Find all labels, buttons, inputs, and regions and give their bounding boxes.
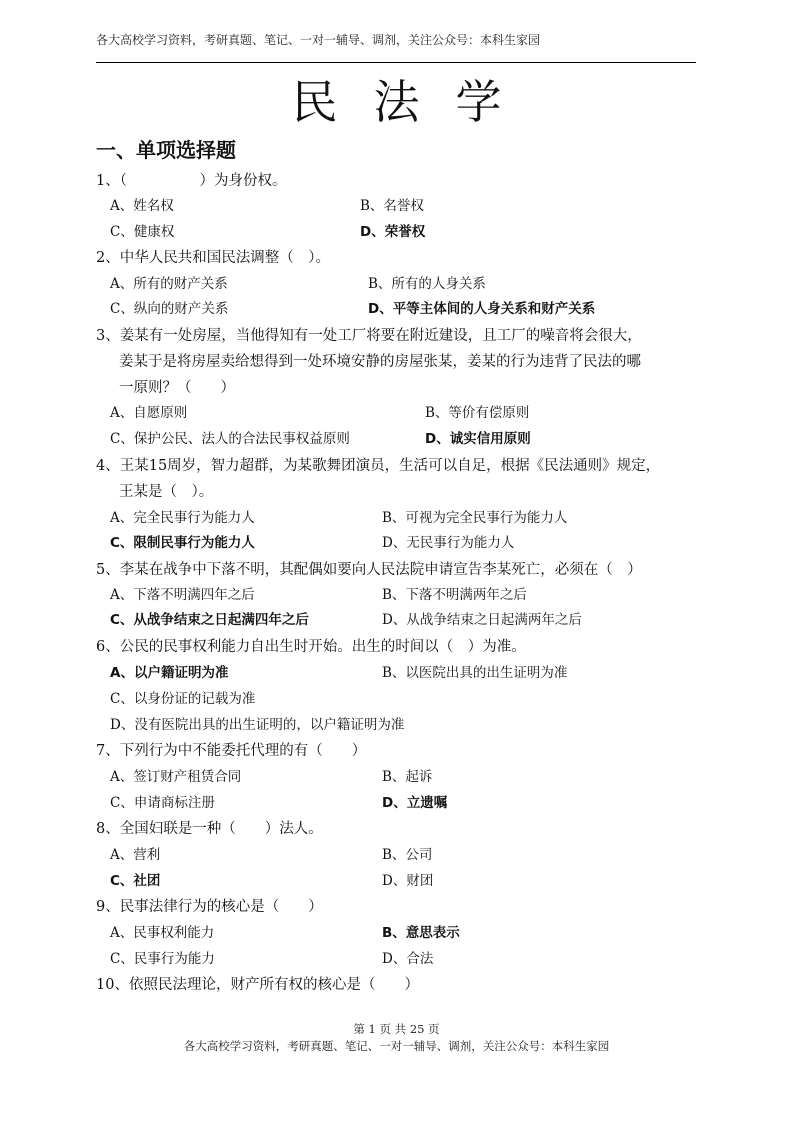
page-number: 第 1 页 共 25 页 bbox=[353, 1022, 440, 1036]
answer-option: C、民事行为能力 bbox=[110, 951, 215, 967]
question-text: 8、全国妇联是一种（ ）法人。 bbox=[96, 821, 323, 837]
answer-option: D、没有医院出具的出生证明的，以户籍证明为准 bbox=[110, 717, 405, 733]
footer-note: 各大高校学习资料，考研真题、笔记、一对一辅导、调剂，关注公众号：本科生家园 bbox=[183, 1039, 610, 1053]
answer-option: D、无民事行为能力人 bbox=[382, 535, 515, 551]
answer-option-correct: C、社团 bbox=[110, 873, 161, 889]
answer-option: A、营利 bbox=[110, 847, 161, 863]
question-text: 5、李某在战争中下落不明，其配偶如要向人民法院申请宣告李某死亡，必须在（ ） bbox=[96, 562, 642, 578]
question-text: 2、中华人民共和国民法调整（ ）。 bbox=[96, 250, 330, 266]
answer-option: B、起诉 bbox=[382, 769, 433, 785]
answer-option-correct: D、立遗嘱 bbox=[382, 795, 448, 811]
answer-option: C、健康权 bbox=[110, 224, 175, 240]
question-text: 10、依照民法理论，财产所有权的核心是（ ） bbox=[96, 977, 419, 993]
answer-option: B、公司 bbox=[382, 847, 433, 863]
answer-option: C、纵向的财产关系 bbox=[110, 301, 229, 317]
question-text: 7、下列行为中不能委托代理的有（ ） bbox=[96, 743, 367, 759]
answer-option: A、签订财产租赁合同 bbox=[110, 769, 242, 785]
answer-option-correct: C、从战争结束之日起满四年之后 bbox=[110, 612, 309, 628]
page-header-note: 各大高校学习资料，考研真题、笔记、一对一辅导、调剂，关注公众号：本科生家园 bbox=[96, 33, 541, 47]
answer-option: A、姓名权 bbox=[110, 198, 174, 214]
answer-option: B、所有的人身关系 bbox=[368, 276, 486, 292]
answer-option-correct: B、意思表示 bbox=[382, 925, 460, 941]
answer-option: B、名誉权 bbox=[360, 198, 424, 214]
answer-option-correct: A、以户籍证明为准 bbox=[110, 665, 229, 681]
answer-option: D、合法 bbox=[382, 951, 434, 967]
answer-option: A、所有的财产关系 bbox=[110, 276, 228, 292]
section-heading: 一、单项选择题 bbox=[96, 138, 236, 162]
answer-option: B、以医院出具的出生证明为准 bbox=[382, 665, 568, 681]
answer-option: C、申请商标注册 bbox=[110, 795, 215, 811]
answer-option: D、从战争结束之日起满两年之后 bbox=[382, 612, 582, 628]
answer-option: C、保护公民、法人的合法民事权益原则 bbox=[110, 431, 350, 447]
answer-option: B、下落不明满两年之后 bbox=[382, 587, 527, 603]
answer-option-correct: D、诚实信用原则 bbox=[425, 431, 531, 447]
answer-option: B、可视为完全民事行为能力人 bbox=[382, 510, 568, 526]
answer-option-correct: D、荣誉权 bbox=[360, 224, 426, 240]
answer-option: B、等价有偿原则 bbox=[425, 405, 530, 421]
question-text-continued: 姜某于是将房屋卖给想得到一处环境安静的房屋张某，姜某的行为违背了民法的哪 bbox=[119, 354, 641, 370]
answer-option: A、下落不明满四年之后 bbox=[110, 587, 255, 603]
question-text-continued: 王某是（ ）。 bbox=[119, 484, 214, 500]
question-text: 4、王某15周岁，智力超群，为某歌舞团演员，生活可以自足，根据《民法通则》规定， bbox=[96, 458, 661, 474]
answer-option: A、自愿原则 bbox=[110, 405, 188, 421]
document-title: 民法学 bbox=[291, 75, 538, 129]
question-text: 9、民事法律行为的核心是（ ） bbox=[96, 899, 323, 915]
answer-option: A、完全民事行为能力人 bbox=[110, 510, 255, 526]
question-text: 3、姜某有一处房屋，当他得知有一处工厂将要在附近建设，且工厂的噪音将会很大， bbox=[96, 328, 642, 344]
question-text-continued: 一原则？（ ） bbox=[119, 380, 235, 396]
answer-option: C、以身份证的记载为准 bbox=[110, 691, 256, 707]
question-text: 1、（ ）为身份权。 bbox=[96, 173, 287, 189]
answer-option: D、财团 bbox=[382, 873, 434, 889]
question-text: 6、公民的民事权利能力自出生时开始。出生的时间以（ ）为准。 bbox=[96, 639, 526, 655]
answer-option: A、民事权利能力 bbox=[110, 925, 215, 941]
answer-option-correct: C、限制民事行为能力人 bbox=[110, 535, 255, 551]
header-rule bbox=[96, 62, 696, 63]
answer-option-correct: D、平等主体间的人身关系和财产关系 bbox=[368, 301, 596, 317]
